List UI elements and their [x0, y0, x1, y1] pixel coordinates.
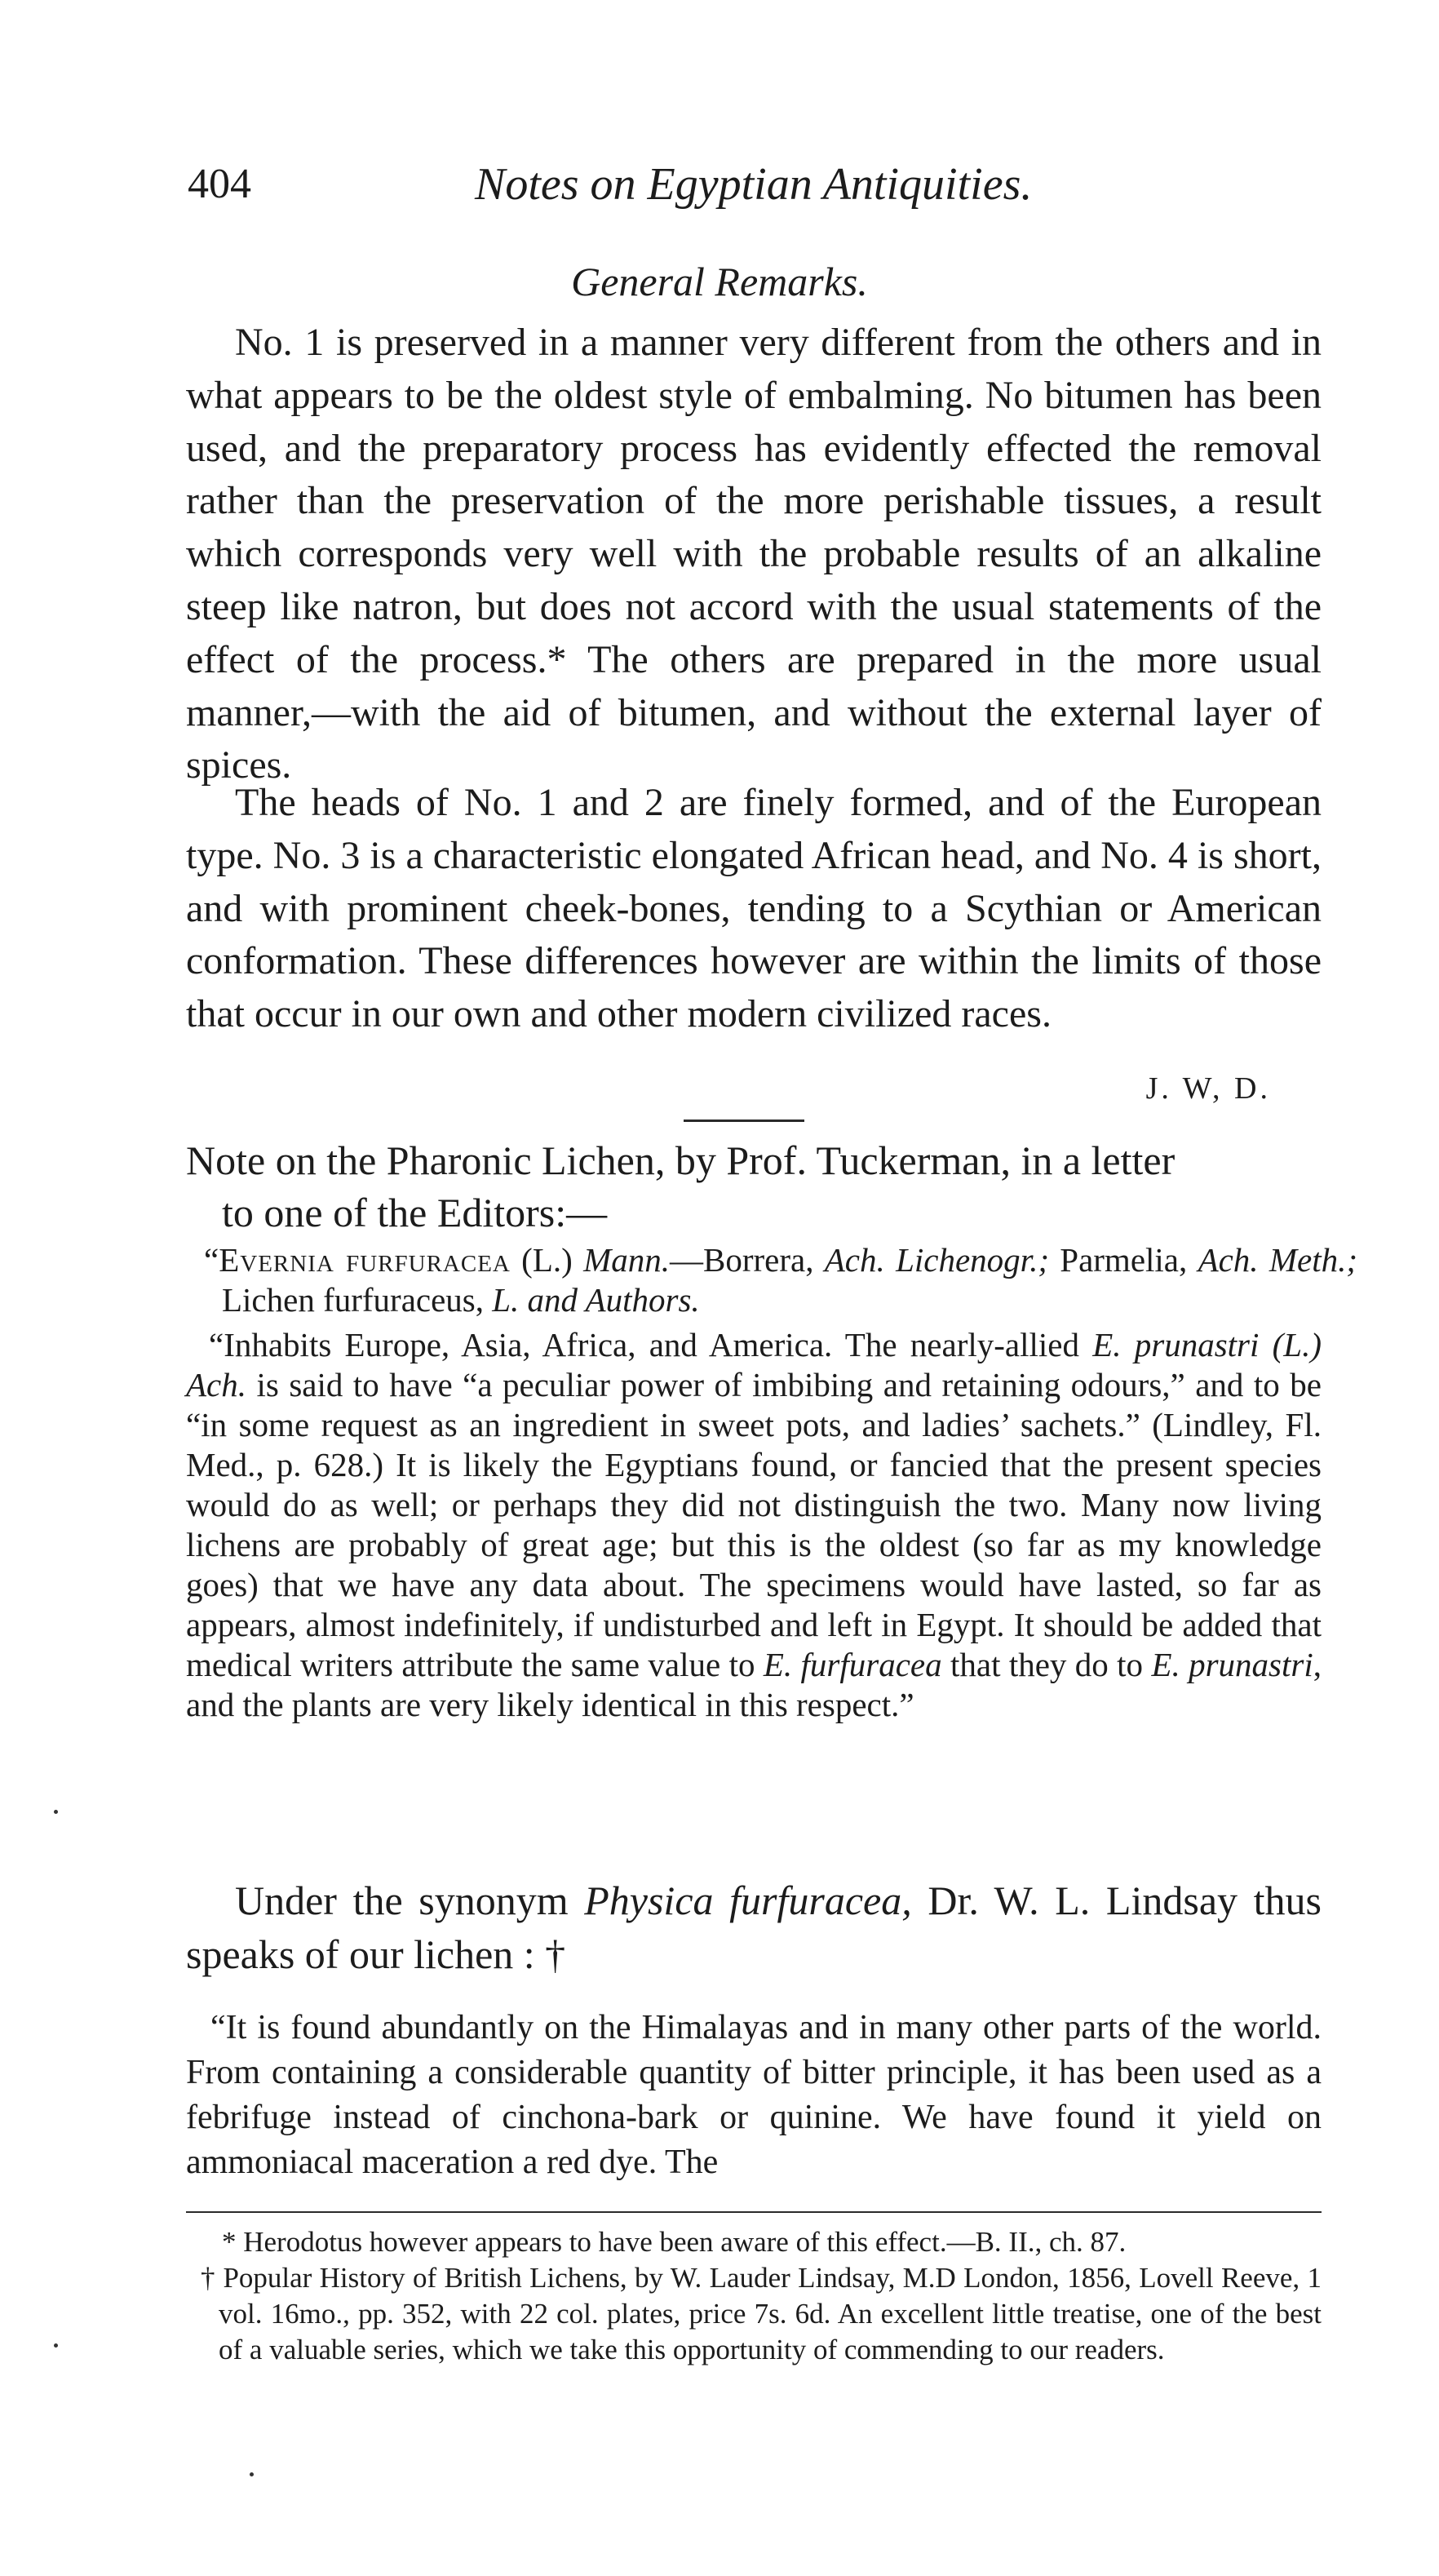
- lichen-note-title-line2: to one of the Editors:—: [222, 1190, 608, 1235]
- description-part: that they do to: [941, 1646, 1152, 1683]
- margin-speck: [250, 2472, 254, 2476]
- page-header: [181, 153, 1323, 227]
- synonym-parmelia: Parmelia,: [1048, 1241, 1188, 1279]
- margin-speck: [54, 1810, 58, 1814]
- lichen-note-title: [186, 1134, 1322, 1239]
- section-heading: General Remarks.: [571, 259, 868, 304]
- footnote-rule: [186, 2211, 1322, 2213]
- paragraph-heads: The heads of No. 1 and 2 are finely formed, and of the European type. No. 3 is a characteristic elongated African head, and No. 4 is short, and with prominent cheek-bones, tending to a Scythian or American conformation. These differences however are within the limits of those that occur in our own and other modern civilized races.: [186, 781, 1322, 1036]
- synonym-lichen-furfuraceus: Lichen furfuraceus,: [222, 1281, 493, 1319]
- synonym-paragraph: [186, 1873, 1322, 1981]
- lindsay-quote: “It is found abundantly on the Himalayas and in many other parts of the world. From containing a considerable quantity of bitter principle, it has been used as a febrifuge instead of cinchona-bark or quinine. We have found it yield on ammoniacal maceration a red dye. The: [186, 2009, 1322, 2181]
- citation-ach-lichenogr: Ach. Lichenogr.;: [824, 1241, 1049, 1279]
- authority: (L.): [510, 1241, 584, 1279]
- section-divider: [684, 1120, 804, 1122]
- footnote-lindsay: † Popular History of British Lichens, by W. Lauder Lindsay, M.D London, 1856, Lovell Reeve, 1 vol. 16mo., pp. 352, with 22 col. plates, price 7s. 6d. An excellent little treatise, one of the best of a valuable series, which we take this opportunity of commending to our readers.: [201, 2262, 1322, 2365]
- footnotes: [186, 2224, 1322, 2368]
- species-physica: Physica furfuracea,: [584, 1878, 912, 1923]
- lichen-note-title-line1: Note on the Pharonic Lichen, by Prof. Tuckerman, in a letter: [186, 1137, 1176, 1183]
- species-furfuracea: E. furfuracea: [763, 1646, 942, 1683]
- margin-speck: [54, 2343, 58, 2348]
- species-prunastri: E. prunastri (L.) Ach.: [186, 1326, 1322, 1403]
- running-title: Notes on Egyptian Antiquities.: [475, 159, 1033, 210]
- signature-line: [186, 1062, 1322, 1115]
- description-part: “Inhabits Europe, Asia, Africa, and America. The nearly-allied: [209, 1326, 1093, 1363]
- footnote-herodotus: * Herodotus however appears to have been aware of this effect.—B. II., ch. 87.: [222, 2226, 1127, 2258]
- species-name: Evernia furfuracea: [219, 1241, 511, 1279]
- synonym-text: Dr. W. L. Lindsay thus speaks of our lichen : †: [186, 1878, 1322, 1977]
- description-part: , and the plants are very likely identical in this respect.”: [186, 1646, 1322, 1723]
- description-part: is said to have “a peculiar power of imbibing and retaining odours,” and to be “in some request as an ingredient in sweet pots, and ladies’ sachets.” (Lindley, Fl. Med., p. 628.) It is likely the Egyptians found, or fancied that the present species would do as well; or perhaps they did not distinguish the two. Many now living lichens are probably of great age; but this is the oldest (so far as my knowledge goes) that we have any data about. The specimens would have lasted, so far as appears, almost indefinitely, if undisturbed and left in Egypt. It should be added that medical writers attribute the same value to: [186, 1366, 1322, 1683]
- species-prunastri-2: E. prunastri: [1151, 1646, 1313, 1683]
- signature: J. W, D.: [1145, 1071, 1271, 1106]
- lichen-synonymy: [186, 1240, 1357, 1320]
- citation-l-and-authors: L. and Authors.: [492, 1281, 700, 1319]
- authority-mann: Mann.: [583, 1241, 670, 1279]
- synonym-borrera: —Borrera,: [670, 1241, 825, 1279]
- paragraph-embalming: No. 1 is preserved in a manner very different from the others and in what appears to be the oldest style of embalming. No bitumen has been used, and the preparatory process has evidently effected the removal rather than the preservation of the more perishable tissues, a result which corresponds very well with the probable results of an alkaline steep like natron, but does not accord with the usual statements of the effect of the process.* The others are prepared in the more usual manner,—with the aid of bitumen, and without the external layer of spices.: [186, 321, 1322, 787]
- page-number: 404: [188, 161, 251, 207]
- lichen-description: [186, 1325, 1322, 1725]
- synonym-text: Under the synonym: [235, 1878, 585, 1923]
- citation-ach-meth: Ach. Meth.;: [1198, 1241, 1358, 1279]
- open-quote: “: [204, 1241, 219, 1279]
